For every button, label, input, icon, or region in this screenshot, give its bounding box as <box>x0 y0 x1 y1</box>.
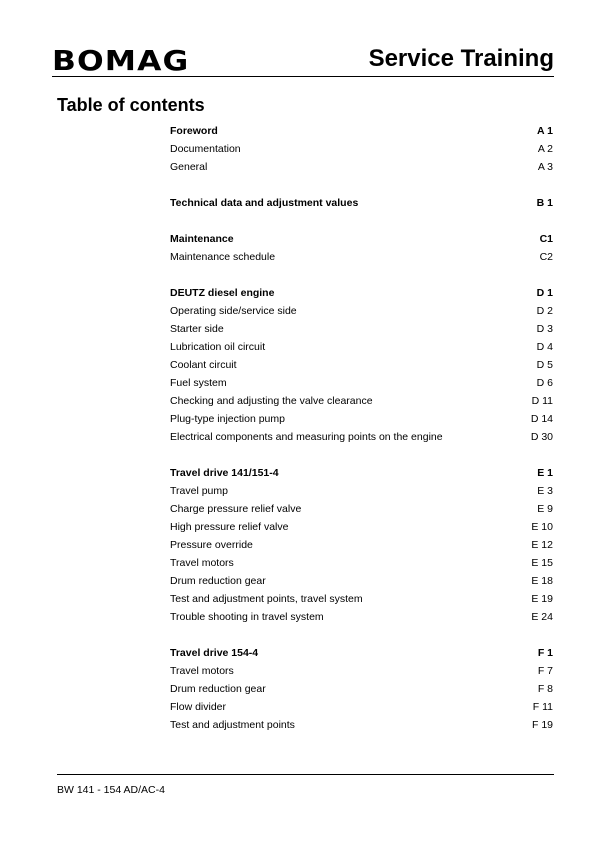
toc-entry <box>170 536 553 554</box>
toc-entry-label: Checking and adjusting the valve clearance <box>170 395 373 407</box>
toc-entry-page: D 2 <box>536 305 553 317</box>
toc-entry-label: Fuel system <box>170 377 227 389</box>
toc-entry-label: Test and adjustment points <box>170 719 295 731</box>
toc-entry-page: E 12 <box>531 539 553 551</box>
toc-section-heading <box>170 644 553 662</box>
toc-entry-page: E 18 <box>531 575 553 587</box>
toc-entry <box>170 392 553 410</box>
toc-entry-page: E 19 <box>531 593 553 605</box>
toc-entry-label: DEUTZ diesel engine <box>170 287 275 299</box>
toc-entry <box>170 428 553 446</box>
toc-entry-page: A 1 <box>537 125 553 137</box>
section-spacer <box>170 626 553 644</box>
toc-entry <box>170 518 553 536</box>
toc-entry <box>170 680 553 698</box>
toc-entry-page: D 14 <box>530 413 553 425</box>
footer-text: BW 141 - 154 AD/AC-4 <box>57 784 165 796</box>
section-spacer <box>170 176 553 194</box>
toc-entry-page: E 24 <box>531 611 553 623</box>
toc-entry-label: Maintenance schedule <box>170 251 276 263</box>
toc-entry <box>170 608 553 626</box>
toc-section-heading <box>170 122 553 140</box>
page-footer <box>57 774 554 796</box>
toc-entry <box>170 554 553 572</box>
toc-entry-page: E 15 <box>531 557 553 569</box>
toc-entry-label: Starter side <box>170 323 224 335</box>
toc-entry-page: D 4 <box>536 341 553 353</box>
toc-entry <box>170 698 553 716</box>
toc-entry-page: D 6 <box>536 377 553 389</box>
toc-entry-label: Lubrication oil circuit <box>170 341 266 353</box>
toc-entry-label: Plug-type injection pump <box>170 413 285 425</box>
toc-entry <box>170 320 553 338</box>
toc-entry-page: D 11 <box>531 395 553 407</box>
toc-entry-label: Foreword <box>170 125 218 137</box>
toc-entry-label: General <box>170 161 208 173</box>
toc-entry-label: Technical data and adjustment values <box>170 197 359 209</box>
toc-section-heading <box>170 284 553 302</box>
toc-entry-page: F 19 <box>531 719 553 731</box>
toc-entry-page: A 2 <box>537 143 553 155</box>
toc-entry-page: E 9 <box>537 503 553 515</box>
toc-entry <box>170 374 553 392</box>
toc-entry-label: Trouble shooting in travel system <box>170 611 324 623</box>
page-header <box>52 44 554 77</box>
toc-entry <box>170 716 553 734</box>
toc-entry-page: F 7 <box>537 665 553 677</box>
toc-entry-page: E 1 <box>537 467 553 479</box>
bomag-logo: BOMAG <box>52 46 194 76</box>
toc-entry-page: C1 <box>539 233 553 245</box>
toc-entry-label: Maintenance <box>170 233 234 245</box>
toc-entry-label: Charge pressure relief valve <box>170 503 302 515</box>
toc-entry-label: Travel motors <box>170 665 234 677</box>
toc-section-heading <box>170 230 553 248</box>
toc-section-heading <box>170 194 553 212</box>
toc-entry-label: Travel drive 141/151-4 <box>170 467 279 479</box>
toc-entry-page: A 3 <box>537 161 553 173</box>
toc-entry-page: E 10 <box>531 521 553 533</box>
toc-entry <box>170 248 553 266</box>
toc-entry-label: Drum reduction gear <box>170 575 266 587</box>
section-spacer <box>170 446 553 464</box>
section-spacer <box>170 266 553 284</box>
toc-entry <box>170 338 553 356</box>
header-title: Service Training <box>368 45 554 72</box>
toc-entry-page: D 30 <box>530 431 553 443</box>
toc-entry <box>170 356 553 374</box>
section-spacer <box>170 212 553 230</box>
toc-entry-label: Travel motors <box>170 557 234 569</box>
toc-title: Table of contents <box>57 95 205 115</box>
toc-section-heading <box>170 464 553 482</box>
toc-entry-label: Electrical components and measuring points on the engine <box>170 431 443 443</box>
toc-entry-label: Test and adjustment points, travel system <box>170 593 363 605</box>
toc-entry <box>170 500 553 518</box>
toc-entry-label: Travel drive 154-4 <box>170 647 259 659</box>
toc-entry-page: F 1 <box>537 647 553 659</box>
toc-entry-label: High pressure relief valve <box>170 521 289 533</box>
toc-entry <box>170 482 553 500</box>
toc-entry <box>170 302 553 320</box>
toc-entry <box>170 662 553 680</box>
toc-entry-page: B 1 <box>536 197 553 209</box>
toc-entry-label: Travel pump <box>170 485 228 497</box>
toc-entry-label: Documentation <box>170 143 241 155</box>
toc-entry <box>170 590 553 608</box>
toc-entry-label: Flow divider <box>170 701 227 713</box>
toc-entry-label: Operating side/service side <box>170 305 297 317</box>
toc-entry-page: F 8 <box>537 683 553 695</box>
toc-entry-page: C2 <box>539 251 553 263</box>
toc-entry-label: Drum reduction gear <box>170 683 266 695</box>
table-of-contents <box>170 122 553 734</box>
toc-entry-label: Coolant circuit <box>170 359 237 371</box>
toc-entry-page: F 11 <box>532 701 553 713</box>
toc-entry-label: Pressure override <box>170 539 253 551</box>
toc-entry <box>170 140 553 158</box>
toc-entry-page: D 5 <box>536 359 553 371</box>
toc-entry <box>170 410 553 428</box>
toc-entry-page: E 3 <box>537 485 553 497</box>
toc-entry <box>170 572 553 590</box>
toc-entry-page: D 1 <box>536 287 553 299</box>
toc-entry-page: D 3 <box>536 323 553 335</box>
toc-entry <box>170 158 553 176</box>
